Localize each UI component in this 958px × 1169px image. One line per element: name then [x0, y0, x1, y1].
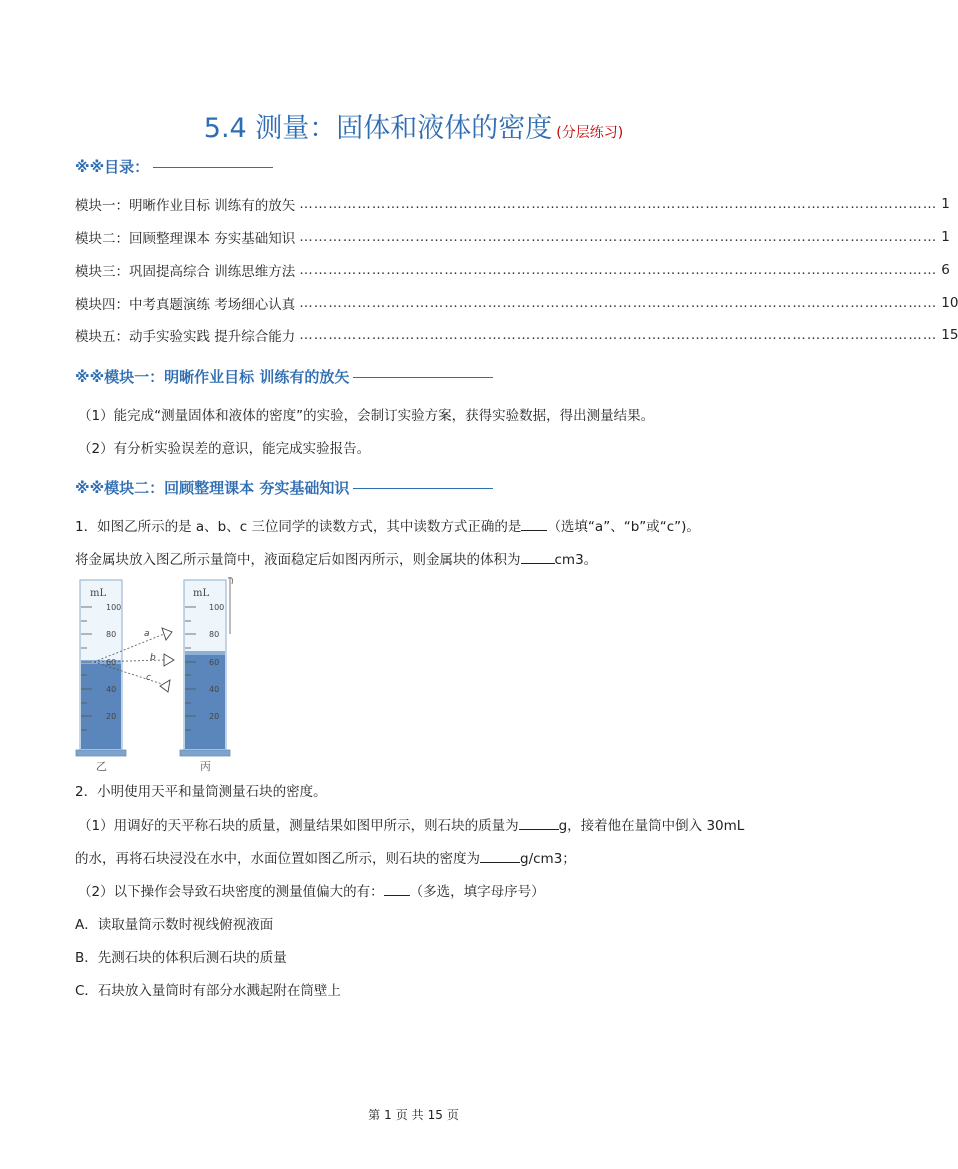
toc-leader: ……………………………………………………………………………………………………………………	[299, 295, 938, 311]
tick-label: 20	[106, 712, 117, 721]
toc-item[interactable]	[75, 195, 950, 214]
objective-2: （2）有分析实验误差的意识，能完成实验报告。	[78, 441, 371, 457]
footer-text: 页 共	[395, 1108, 424, 1122]
answer-blank[interactable]	[521, 518, 547, 531]
footer-text: 页	[446, 1108, 459, 1122]
module1-heading-text: ※※模块一：明晰作业目标 训练有的放矢	[75, 368, 350, 386]
page-footer	[0, 1106, 827, 1123]
footer-text: 第	[368, 1108, 381, 1122]
toc-leader: ……………………………………………………………………………………………………………………	[299, 229, 938, 245]
toc-item-label: 模块二：回顾整理课本 夯实基础知识	[75, 231, 296, 247]
q2-1-text-b: g，接着他在量筒中倒入 30mL	[558, 818, 745, 834]
tick-label: 60	[106, 658, 117, 667]
cylinder-bing	[180, 578, 233, 756]
q1-text-a: 1．如图乙所示的是 a、b、c 三位同学的读数方式，其中读数方式正确的是	[75, 519, 522, 535]
heading-rule	[353, 377, 493, 378]
toc-item-label: 模块一：明晰作业目标 训练有的放矢	[75, 198, 296, 214]
question-1-line-1	[75, 515, 700, 535]
tick-label: 40	[106, 685, 117, 694]
option-c: C．石块放入量筒时有部分水溅起附在筒壁上	[75, 983, 341, 999]
toc-item-page: 1	[941, 229, 950, 245]
unit-label: mL	[90, 588, 107, 599]
toc-item[interactable]	[75, 294, 958, 313]
unit-label: mL	[193, 588, 210, 599]
footer-page-number: 1	[384, 1108, 392, 1122]
question-2: 2．小明使用天平和量筒测量石块的密度。	[75, 784, 327, 800]
answer-blank[interactable]	[521, 551, 555, 564]
toc-item[interactable]	[75, 228, 950, 247]
question-2-1-line-2	[75, 847, 576, 867]
figure-caption: 乙	[96, 760, 107, 773]
tick-label: 80	[106, 630, 117, 639]
eye-label: c	[146, 673, 151, 683]
cylinder-figure	[76, 574, 266, 774]
toc-item-page: 15	[941, 327, 958, 343]
answer-blank[interactable]	[519, 817, 559, 830]
tick-label: 100	[209, 603, 225, 612]
cylinder-yi	[76, 580, 126, 756]
string-icon	[228, 578, 233, 634]
toc-item-page: 10	[941, 295, 958, 311]
module2-heading	[75, 477, 493, 498]
tick-label: 60	[209, 658, 220, 667]
title-main: 5.4 测量：固体和液体的密度	[203, 113, 553, 144]
toc-item[interactable]	[75, 261, 950, 280]
q2-1-text-d: g/cm3；	[520, 851, 576, 867]
toc-leader: ……………………………………………………………………………………………………………………	[299, 262, 938, 278]
tick-label: 100	[106, 603, 122, 612]
q2-1-text-c: 的水，再将石块浸没在水中，水面位置如图乙所示，则石块的密度为	[75, 851, 480, 867]
toc-item-page: 1	[941, 196, 950, 212]
toc-item-label: 模块四：中考真题演练 考场细心认真	[75, 297, 296, 313]
toc-item-label: 模块五：动手实验实践 提升综合能力	[75, 329, 296, 345]
question-1-line-2	[75, 548, 597, 568]
title-sub: (分层练习)	[556, 125, 624, 141]
eye-label: b	[150, 653, 156, 663]
q2-2-text-a: （2）以下操作会导致石块密度的测量值偏大的有：	[78, 884, 384, 900]
q1-text-c: 将金属块放入图乙所示量筒中，液面稳定后如图丙所示，则金属块的体积为	[75, 552, 521, 568]
q2-2-text-b: （多选，填字母序号）	[409, 884, 545, 900]
toc-leader: ……………………………………………………………………………………………………………………	[299, 196, 938, 212]
eye-label: a	[144, 629, 150, 639]
heading-rule	[353, 488, 493, 489]
figure-caption: 丙	[200, 760, 211, 773]
answer-blank[interactable]	[384, 883, 410, 896]
q1-text-b: （选填“a”、“b”或“c”)。	[547, 519, 700, 535]
objective-1: （1）能完成“测量固体和液体的密度”的实验，会制订实验方案，获得实验数据，得出测量结果。	[78, 408, 655, 424]
heading-rule	[153, 167, 273, 168]
answer-blank[interactable]	[480, 850, 520, 863]
footer-total-pages: 15	[427, 1108, 443, 1122]
page-title	[0, 106, 827, 145]
toc-leader: ……………………………………………………………………………………………………………………	[299, 327, 938, 343]
tick-label: 40	[209, 685, 220, 694]
option-b: B．先测石块的体积后测石块的质量	[75, 950, 287, 966]
q1-text-d: cm3。	[554, 552, 598, 568]
toc-heading-text: ※※目录：	[75, 158, 150, 176]
question-2-2	[78, 880, 545, 900]
toc-item[interactable]	[75, 326, 958, 345]
tick-label: 80	[209, 630, 220, 639]
toc-item-page: 6	[941, 262, 950, 278]
toc-item-label: 模块三：巩固提高综合 训练思维方法	[75, 264, 296, 280]
module2-heading-text: ※※模块二：回顾整理课本 夯实基础知识	[75, 479, 350, 497]
q2-1-text-a: （1）用调好的天平称石块的质量，测量结果如图甲所示，则石块的质量为	[78, 818, 519, 834]
module1-heading	[75, 366, 493, 387]
question-2-1-line-1	[78, 814, 744, 834]
option-a: A．读取量筒示数时视线俯视液面	[75, 917, 274, 933]
toc-heading	[75, 156, 273, 177]
tick-label: 20	[209, 712, 220, 721]
